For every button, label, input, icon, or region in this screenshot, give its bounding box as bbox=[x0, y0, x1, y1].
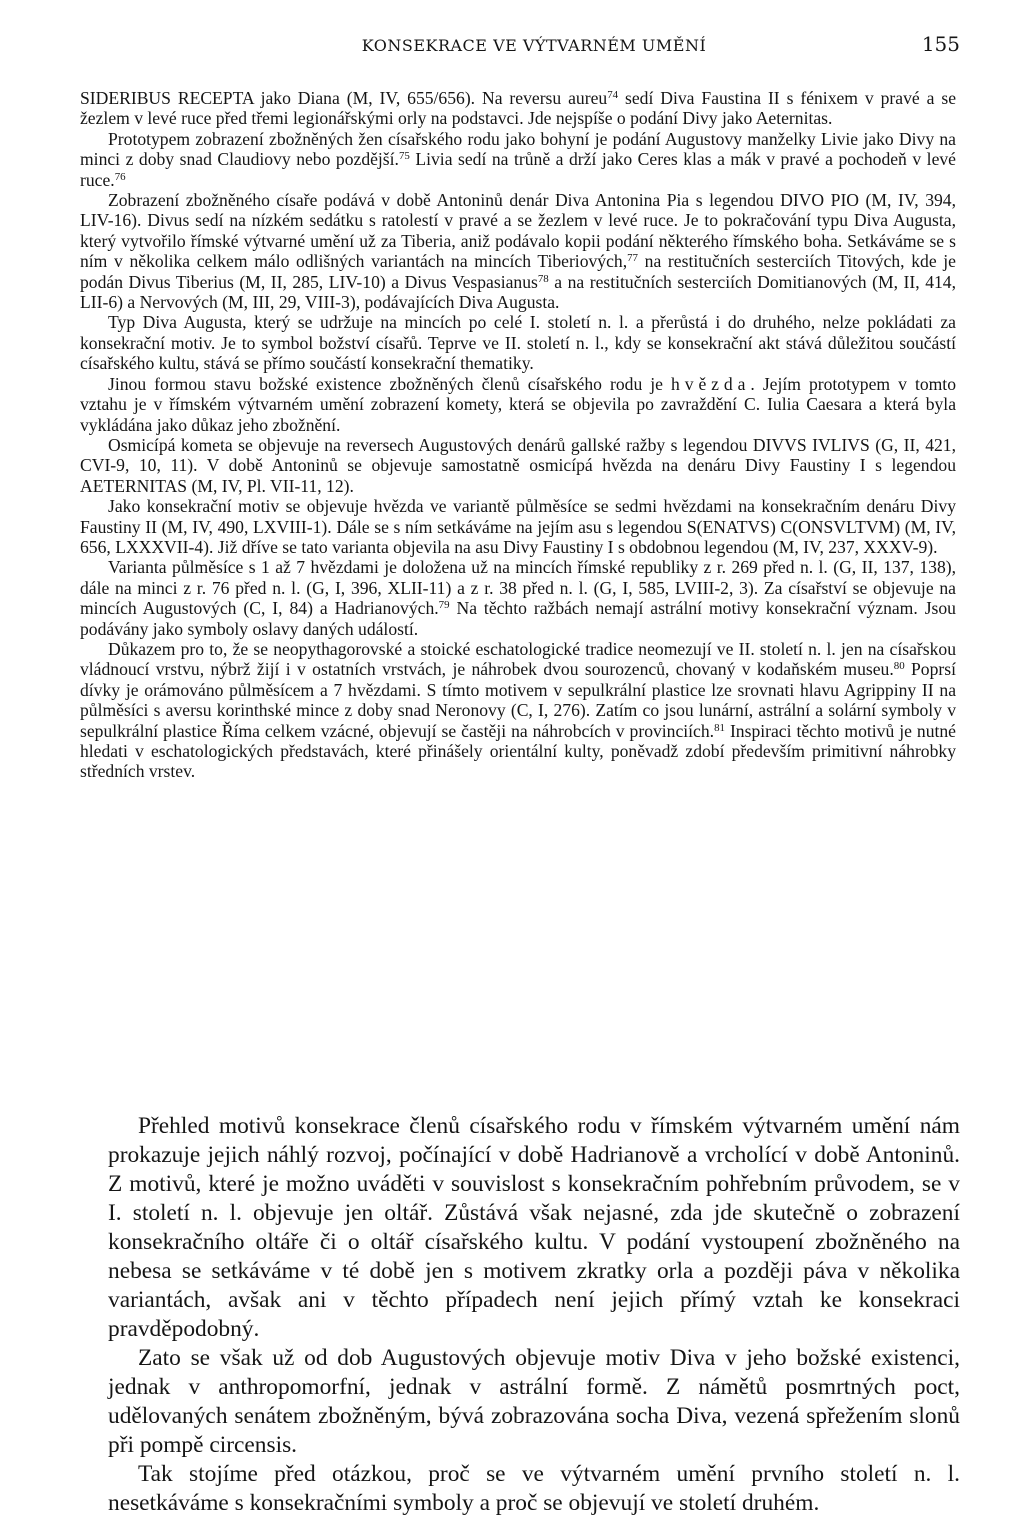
page-header bbox=[108, 32, 960, 62]
paragraph: Přehled motivů konsekrace členů císařského rodu v římském výtvarném umění nám prokazuje jejich náhlý rozvoj, počínající v době Hadrianově a vrcholící v době Antoninů. Z motivů, které je možno uváděti v souvislost s konsekračním pohřebním průvodem, se v I. století n. l. objevuje jen oltář. Zůstává však nejasné, zda jde skutečně o zobrazení konsekračního oltáře či o oltář císařského kultu. V podání vystoupení zbožněného na nebesa se setkáváme v té době jen s motivem zkratky orla a později páva v několika variantách, avšak ani v těchto případech není jejich přímý vztah ke konsekraci pravděpodobný. bbox=[108, 1113, 960, 1342]
paragraph: Varianta půlměsíce s 1 až 7 hvězdami je doložena už na mincích římské republiky z r. 269 před n. l. (G, II, 137, 138), dále na minci z r. 76 před n. l. (G, I, 396, XLII-11) a z r. 38 před n. l. (G, I, 585, LVIII-2, 3). Za císařství se objevuje na mincích Augustových (C, I, 84) a Hadrianových.$^{79}$ Na těchto ražbách nemají astrální motivy konsekrační význam. Jsou podávány jako symboly oslavy daných událostí. bbox=[80, 557, 956, 639]
paragraph: Jako konsekrační motiv se objevuje hvězda ve variantě půlměsíce se sedmi hvězdami na konsekračním denáru Divy Faustiny II (M, IV, 490, LXVIII-1). Dále se s ním setkáváme na jejím asu s legendou S(ENATVS) C(ONSVLTVM) (M, IV, 656, LXXXVII-4). Již dříve se tato varianta objevila na asu Divy Faustiny I s obdobnou legendou (M, IV, 237, XXXV-9). bbox=[80, 496, 956, 557]
spaced-term: hvězda bbox=[671, 373, 751, 394]
paragraph: Jinou formou stavu božské existence zbožněných členů císařského rodu je hvězda. Jejím prototypem v tomto vztahu je v římském výtvarném umění zobrazení komety, která se objevila po zavraždění C. Iulia Caesara a která byla vykládána jako důkaz jeho zbožnění. bbox=[80, 373, 956, 435]
footnote-ref[interactable]: 77 bbox=[627, 252, 638, 265]
paragraph: Zobrazení zbožněného císaře podává v době Antoninů denár Diva Antonina Pia s legendou DIVO PIO (M, IV, 394, LIV-16). Divus sedí na nízkém sedátku s ratolestí v pravé a se žezlem v levé ruce. Je to pokračování typu Diva Augusta, který vytvořilo římské výtvarné umění už za Tiberia, aniž podávalo kopii podání některého římského boha. Setkáváme se s ním v několika celkem málo odlišných variantách na mincích Tiberiových,$^{77}$ na restitučních sesterciích Titových, kde je podán Divus Tiberius (M, II, 285, LIV-10) a Divus Vespasianus$^{78}$ a na restitučních sesterciích Domitianových (M, II, 414, LII-6) a Nervových (M, III, 29, VIII-3), podávajících Diva Augusta. bbox=[80, 190, 956, 313]
footnote-ref[interactable]: 76 bbox=[114, 170, 126, 183]
footnote-ref[interactable]: 80 bbox=[893, 660, 905, 673]
paragraph: Důkazem pro to, že se neopythagorovské a stoické eschatologické tradice neomezují ve II. století n. l. jen na císařskou vládnoucí vrstvu, nýbrž žijí i v ostatních vrstvách, je náhrobek dvou sourozenců, chovaný v kodaňském museu.$^{80}$ Poprsí dívky je orámováno půlměsícem a 7 hvězdami. S tímto motivem v sepulkrální plastice lze srovnati hlavu Agrippiny II na půlměsíci s aversu korinthské mince z doby snad Neronovy (C, I, 276). Zatím co jsou lunární, astrální a solární symboly v sepulkrální plastice Říma celkem vzácné, objevují se častěji na náhrobcích v provinciích.$^{81}$ Inspiraci těchto motivů je nutné hledati v eschatologických představách, které přinášely orientální kulty, poněvadž zdobí především primitivní náhrobky středních vrstev. bbox=[80, 638, 956, 782]
paragraph: Typ Diva Augusta, který se udržuje na mincích po celé I. století n. l. a přerůstá i do druhého, nelze pokládati za konsekrační motiv. Je to symbol božství císařů. Teprve ve II. století n. l., kdy se konsekrační akt stává důležitou součástí císařského kultu, stává se přímo součástí konsekrační thematiky. bbox=[80, 312, 956, 374]
footnote-ref[interactable]: 81 bbox=[714, 721, 725, 734]
paragraph: Osmicípá kometa se objevuje na reversech Augustových denárů gallské ražby s legendou DIVVS IVLIVS (G, II, 421, CVI-9, 10, 11). V době Antoninů se objevuje samostatně osmicípá hvězda na denáru Divy Faustiny I s legendou AETERNITAS (M, IV, Pl. VII-11, 12). bbox=[80, 434, 956, 496]
footnote-ref[interactable]: 79 bbox=[438, 599, 450, 612]
footnote-ref[interactable]: 74 bbox=[607, 89, 619, 101]
paragraph: SIDERIBUS RECEPTA jako Diana (M, IV, 655/656). Na reversu aureu$^{74}$ sedí Diva Faustina II s fénixem v pravé a se žezlem v levé ruce před třemi legionářskými orly na podstavci. Jde nejspíše o podání Divy jako Aeternitas. bbox=[80, 88, 956, 129]
footnote-ref[interactable]: 75 bbox=[398, 150, 410, 163]
page-number: 155 bbox=[921, 32, 960, 56]
running-title: KONSEKRACE VE VÝTVARNÉM UMĚNÍ bbox=[361, 36, 707, 55]
main-text-section bbox=[108, 1112, 960, 1518]
paragraph: Zato se však už od dob Augustových objevuje motiv Diva v jeho božské existenci, jednak v anthropomorfní, jednak v astrální formě. Z námětů posmrtných poct, udělovaných senátem zbožněným, bývá zobrazována socha Diva, vezená spřežením slonů při pompě circensis. bbox=[108, 1345, 960, 1458]
small-print-section bbox=[80, 88, 956, 782]
paragraph: Tak stojíme před otázkou, proč se ve výtvarném umění prvního století n. l. nesetkáváme s konsekračními symboly a proč se objevují ve století druhém. bbox=[108, 1461, 960, 1516]
paragraph: Prototypem zobrazení zbožněných žen císařského rodu jako bohyní je podání Augustovy manželky Livie jako Divy na minci z doby snad Claudiovy nebo pozdější.$^{75}$ Livia sedí na trůně a drží jako Ceres klas a mák v pravé a pochodeň v levé ruce.$^{76}$ bbox=[80, 128, 956, 190]
footnote-ref[interactable]: 78 bbox=[537, 272, 549, 285]
